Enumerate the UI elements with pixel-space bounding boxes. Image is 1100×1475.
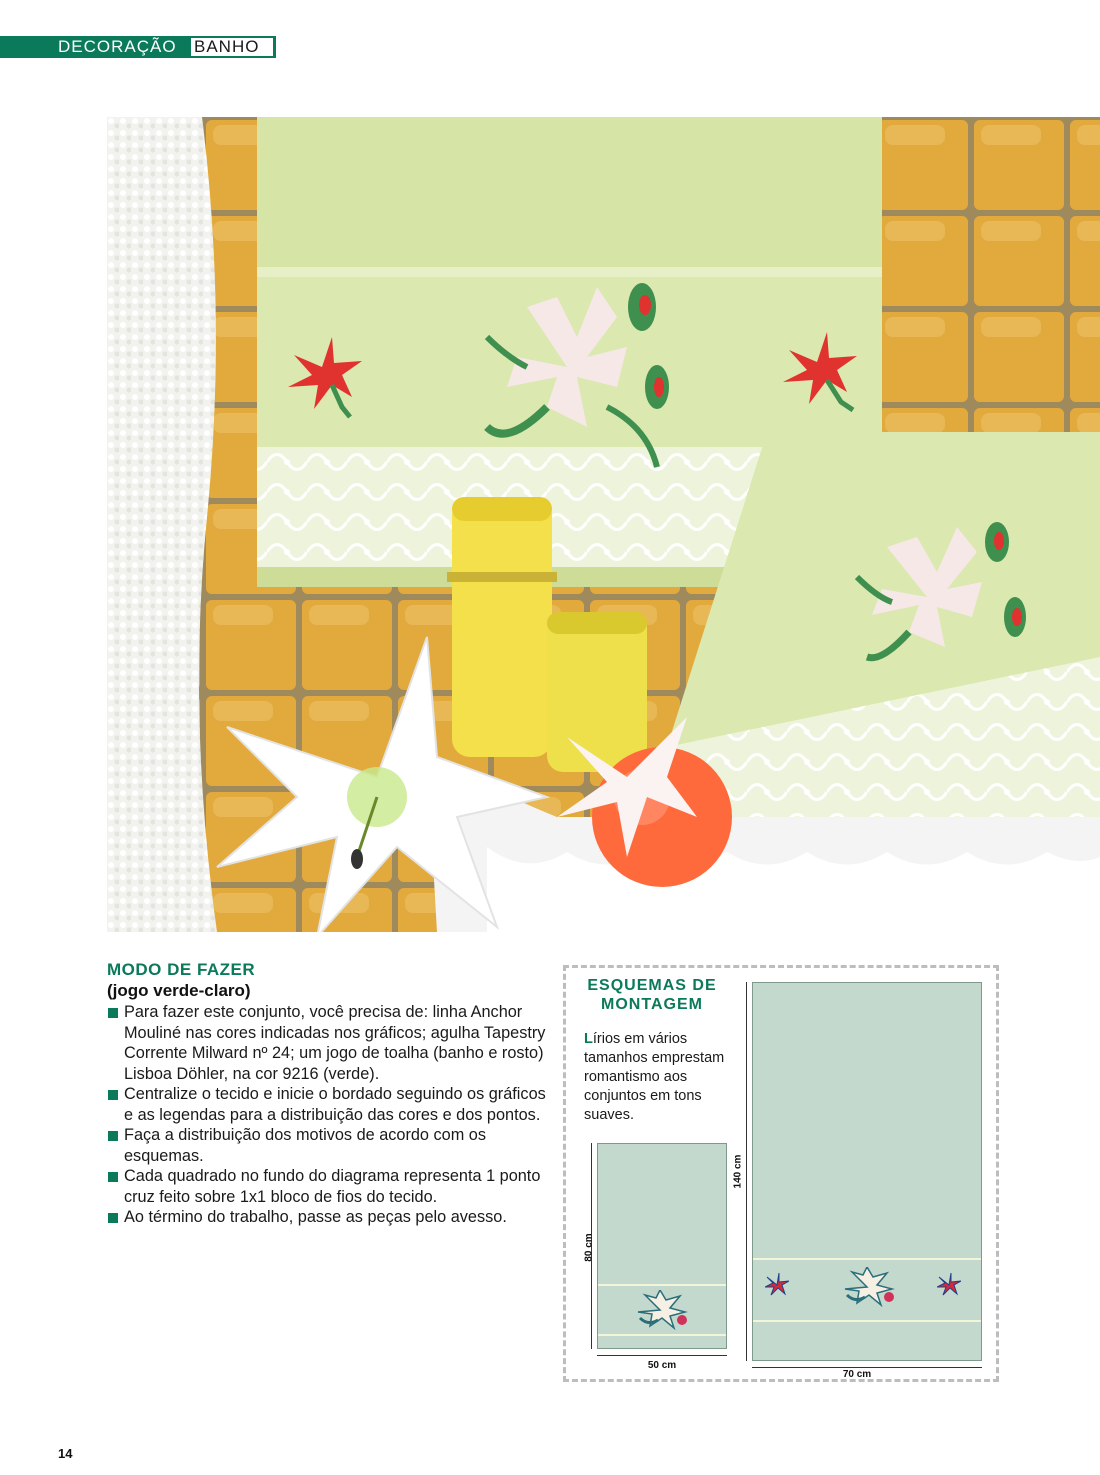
red-lily-motif-icon bbox=[937, 1273, 961, 1297]
small-towel-diagram bbox=[597, 1143, 727, 1349]
schemes-note: Lírios em vários tamanhos emprestam romantismo aos conjuntos em tons suaves. bbox=[584, 1031, 725, 1123]
large-towel-width-label: 70 cm bbox=[842, 1369, 872, 1380]
schemes-title: ESQUEMAS DE MONTAGEM bbox=[587, 977, 717, 1013]
border-line bbox=[598, 1284, 726, 1286]
lily-motif-icon bbox=[630, 1290, 690, 1330]
border-line bbox=[753, 1258, 981, 1260]
product-photo bbox=[107, 117, 1100, 932]
border-line bbox=[753, 1320, 981, 1322]
square-bullet-icon bbox=[108, 1131, 118, 1141]
instructions-subtitle: (jogo verde-claro) bbox=[107, 981, 251, 1000]
section-label: DECORAÇÃO bbox=[58, 37, 177, 56]
square-bullet-icon bbox=[108, 1213, 118, 1223]
instruction-step: Faça a distribuição dos motivos de acordo com os esquemas. bbox=[107, 1125, 552, 1166]
subsection-label: BANHO bbox=[190, 37, 274, 57]
instruction-step: Para fazer este conjunto, você precisa de: linha Anchor Mouliné nas cores indicadas nos gráficos; agulha Tapestry Corrente Milward nº 24; um jogo de toalha (banho e rosto) Lisboa Döhler, na cor 9216 (verde). bbox=[107, 1002, 552, 1084]
instructions-list bbox=[107, 1002, 552, 1228]
square-bullet-icon bbox=[108, 1172, 118, 1182]
instructions-title: MODO DE FAZER bbox=[107, 960, 256, 979]
lily-motif-icon bbox=[837, 1267, 897, 1307]
square-bullet-icon bbox=[108, 1090, 118, 1100]
large-towel-diagram bbox=[752, 982, 982, 1361]
large-towel-height-label: 140 cm bbox=[732, 1154, 744, 1189]
page-number: 14 bbox=[58, 1446, 73, 1461]
instruction-step: Centralize o tecido e inicie o bordado seguindo os gráficos e as legendas para a distribuição das cores e dos pontos. bbox=[107, 1084, 552, 1125]
instruction-step: Cada quadrado no fundo do diagrama representa 1 ponto cruz feito sobre 1x1 bloco de fios do tecido. bbox=[107, 1166, 552, 1207]
red-lily-motif-icon bbox=[765, 1273, 789, 1297]
width-dimension-line bbox=[752, 1367, 982, 1368]
border-line bbox=[598, 1334, 726, 1336]
small-towel-height-label: 80 cm bbox=[583, 1233, 595, 1262]
square-bullet-icon bbox=[108, 1008, 118, 1018]
width-dimension-line bbox=[597, 1355, 727, 1356]
instruction-step: Ao término do trabalho, passe as peças pelo avesso. bbox=[107, 1207, 552, 1228]
small-towel-width-label: 50 cm bbox=[647, 1360, 677, 1371]
height-dimension-line bbox=[746, 982, 747, 1361]
